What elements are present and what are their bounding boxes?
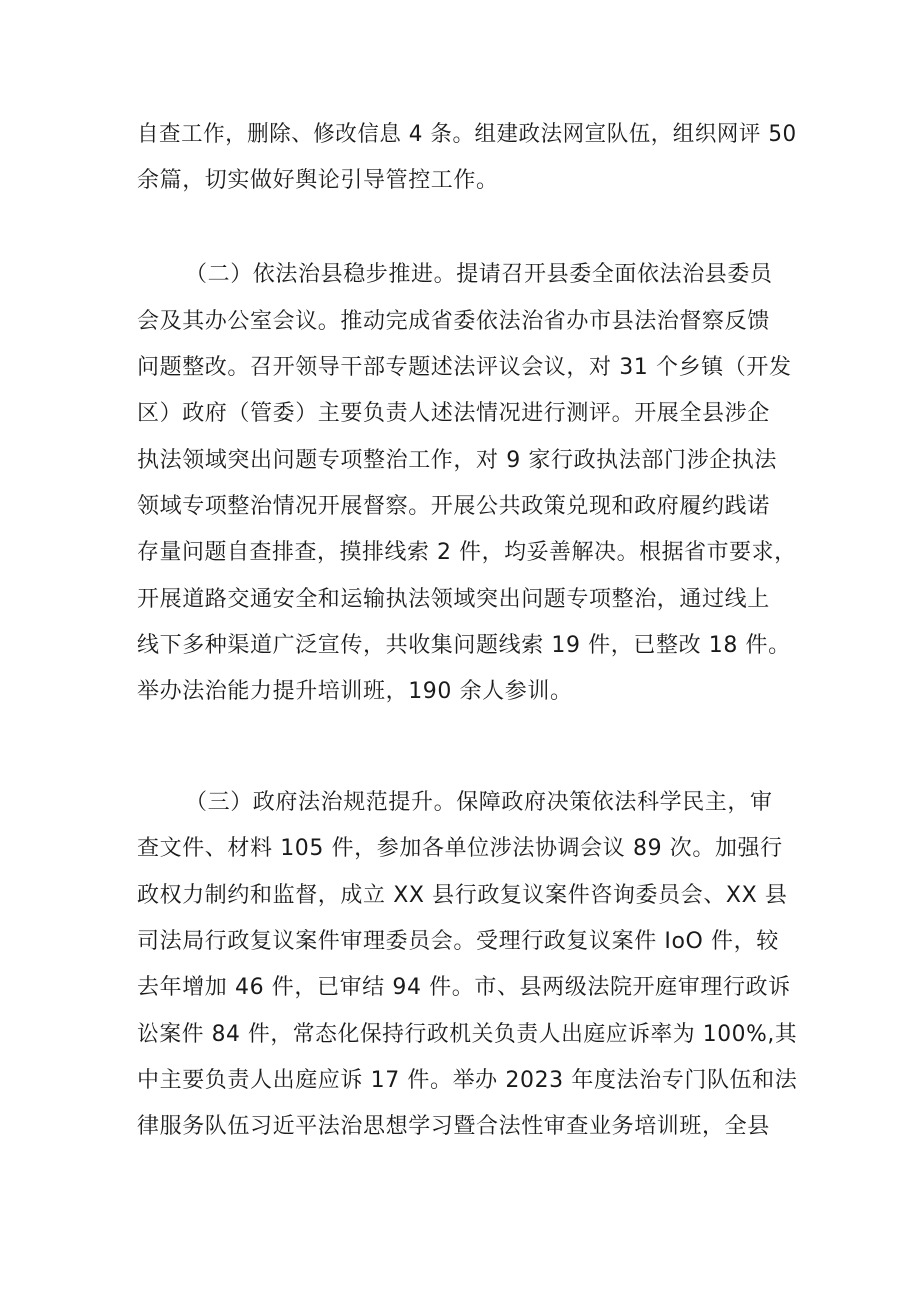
text-line: 查文件、材料 105 件，参加各单位涉法协调会议 89 次。加强行: [137, 836, 783, 861]
text-line: 中主要负责人出庭应诉 17 件。举办 2023 年度法治专门队伍和法: [137, 1068, 798, 1093]
text-line: 自查工作，删除、修改信息 4 条。组建政法网宣队伍，组织网评 50: [137, 122, 797, 147]
text-line: 余篇，切实做好舆论引导管控工作。: [137, 168, 499, 193]
text-line: （三）政府法治规范提升。保障政府决策依法科学民主，审: [185, 790, 773, 815]
text-line: 执法领域突出问题专项整治工作，对 9 家行政执法部门涉企执法: [137, 448, 777, 473]
text-line: 会及其办公室会议。推动完成省委依法治省办市县法治督察反馈: [137, 309, 770, 334]
text-line: 司法局行政复议案件审理委员会。受理行政复议案件 IoO 件，较: [137, 929, 779, 954]
text-line: 律服务队伍习近平法治思想学习暨合法性审查业务培训班，全县: [137, 1114, 770, 1139]
text-line: 讼案件 84 件，常态化保持行政机关负责人出庭应诉率为 100%,其: [137, 1022, 798, 1047]
text-line: 举办法治能力提升培训班，190 余人参训。: [137, 679, 573, 704]
text-line: 区）政府（管委）主要负责人述法情况进行测评。开展全县涉企: [137, 401, 770, 426]
text-line: 线下多种渠道广泛宣传，共收集问题线索 19 件，已整改 18 件。: [137, 633, 791, 658]
text-line: 去年增加 46 件，已审结 94 件。市、县两级法院开庭审理行政诉: [137, 975, 791, 1000]
text-line: 存量问题自查排查，摸排线索 2 件，均妥善解决。根据省市要求，: [137, 540, 797, 565]
text-line: 问题整改。召开领导干部专题述法评议会议，对 31 个乡镇（开发: [137, 355, 792, 380]
text-line: 开展道路交通安全和运输执法领域突出问题专项整治，通过线上: [137, 587, 770, 612]
text-line: （二）依法治县稳步推进。提请召开县委全面依法治县委员: [185, 262, 773, 287]
text-line: 领域专项整治情况开展督察。开展公共政策兑现和政府履约践诺: [137, 494, 770, 519]
text-line: 政权力制约和监督，成立 XX 县行政复议案件咨询委员会、XX 县: [137, 883, 788, 908]
